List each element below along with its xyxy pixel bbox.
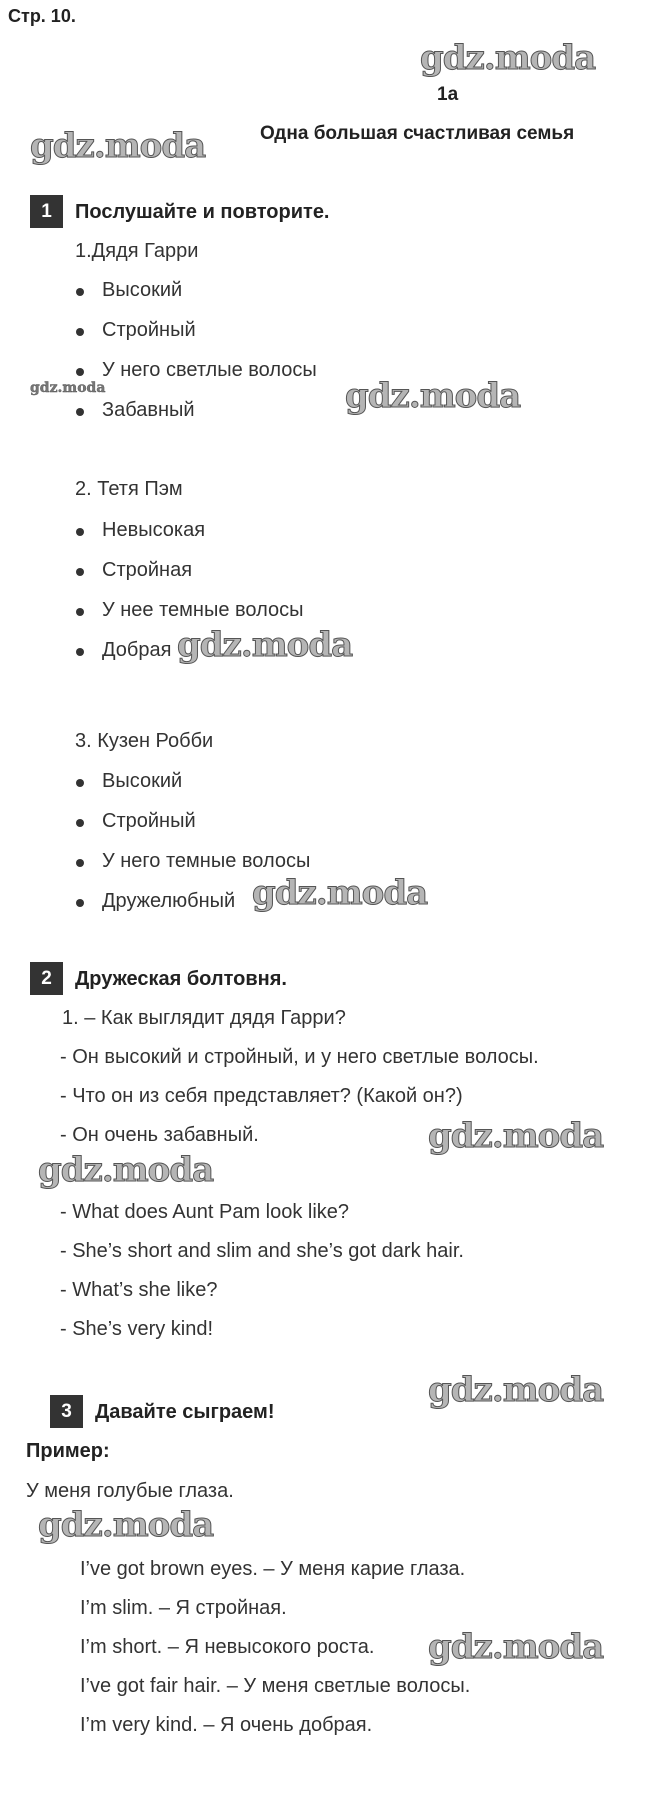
dialogue-line: - Он очень забавный. [60,1124,259,1146]
watermark-logo: gdz.moda [30,126,206,166]
example-text: У меня голубые глаза. [26,1480,234,1502]
bullet-icon [76,779,84,787]
list-item: Стройная [102,559,193,581]
watermark-logo: gdz.moda [38,1150,214,1190]
unit-label: 1a [437,84,459,105]
dialogue-line: - What’s she like? [60,1279,218,1301]
list-item: Стройный [102,810,196,832]
list-item: У него светлые волосы [102,359,317,381]
bullet-icon [76,328,84,336]
bullet-icon [76,408,84,416]
watermark-logo: gdz.moda [428,1370,604,1410]
answer-line: I’ve got fair hair. – У меня светлые волосы. [80,1675,471,1697]
exercise-2-title: Дружеская болтовня. [75,968,287,990]
watermark-logo: gdz.moda [30,380,106,396]
group-2-title: 2. Тетя Пэм [75,478,183,500]
bullet-icon [76,859,84,867]
exercise-3-badge: 3 [50,1395,83,1428]
dialogue-line: - Он высокий и стройный, и у него светлые волосы. [60,1046,539,1068]
dialogue-line: - She’s short and slim and she’s got dark hair. [60,1240,464,1262]
group-1-title: 1.Дядя Гарри [75,240,199,262]
watermark-logo: gdz.moda [177,625,353,665]
chapter-title: Одна большая счастливая семья [260,123,575,144]
dialogue-line: - Что он из себя представляет? (Какой он?) [60,1085,463,1107]
bullet-icon [76,819,84,827]
example-label: Пример: [26,1440,110,1462]
dialogue-line: 1. – Как выглядит дядя Гарри? [62,1007,346,1029]
bullet-icon [76,288,84,296]
bullet-icon [76,368,84,376]
dialogue-line: - What does Aunt Pam look like? [60,1201,350,1223]
watermark-logo: gdz.moda [38,1505,214,1545]
watermark-logo: gdz.moda [252,873,428,913]
watermark-logo: gdz.moda [420,38,596,78]
watermark-logo: gdz.moda [428,1116,604,1156]
exercise-1-title: Послушайте и повторите. [75,201,330,223]
bullet-icon [76,648,84,656]
bullet-icon [76,608,84,616]
exercise-3-title: Давайте сыграем! [95,1401,275,1423]
list-item: У него темные волосы [102,850,311,872]
answer-line: I’m very kind. – Я очень добрая. [80,1714,373,1736]
answer-line: I’m short. – Я невысокого роста. [80,1636,375,1658]
list-item: Стройный [102,319,196,341]
bullet-icon [76,528,84,536]
bullet-icon [76,899,84,907]
page-number: Стр. 10. [8,6,76,26]
list-item: У нее темные волосы [102,599,304,621]
group-3-title: 3. Кузен Робби [75,730,214,752]
list-item: Высокий [102,279,183,301]
exercise-2-badge: 2 [30,962,63,995]
exercise-1-badge: 1 [30,195,63,228]
list-item: Дружелюбный [102,890,236,912]
list-item: Невысокая [102,519,206,541]
list-item: Забавный [102,399,195,421]
dialogue-line: - She’s very kind! [60,1318,214,1340]
answer-line: I’m slim. – Я стройная. [80,1597,287,1619]
answer-line: I’ve got brown eyes. – У меня карие глаза. [80,1558,466,1580]
watermark-logo: gdz.moda [428,1627,604,1667]
list-item: Добрая [102,639,172,661]
watermark-logo: gdz.moda [345,376,521,416]
list-item: Высокий [102,770,183,792]
bullet-icon [76,568,84,576]
